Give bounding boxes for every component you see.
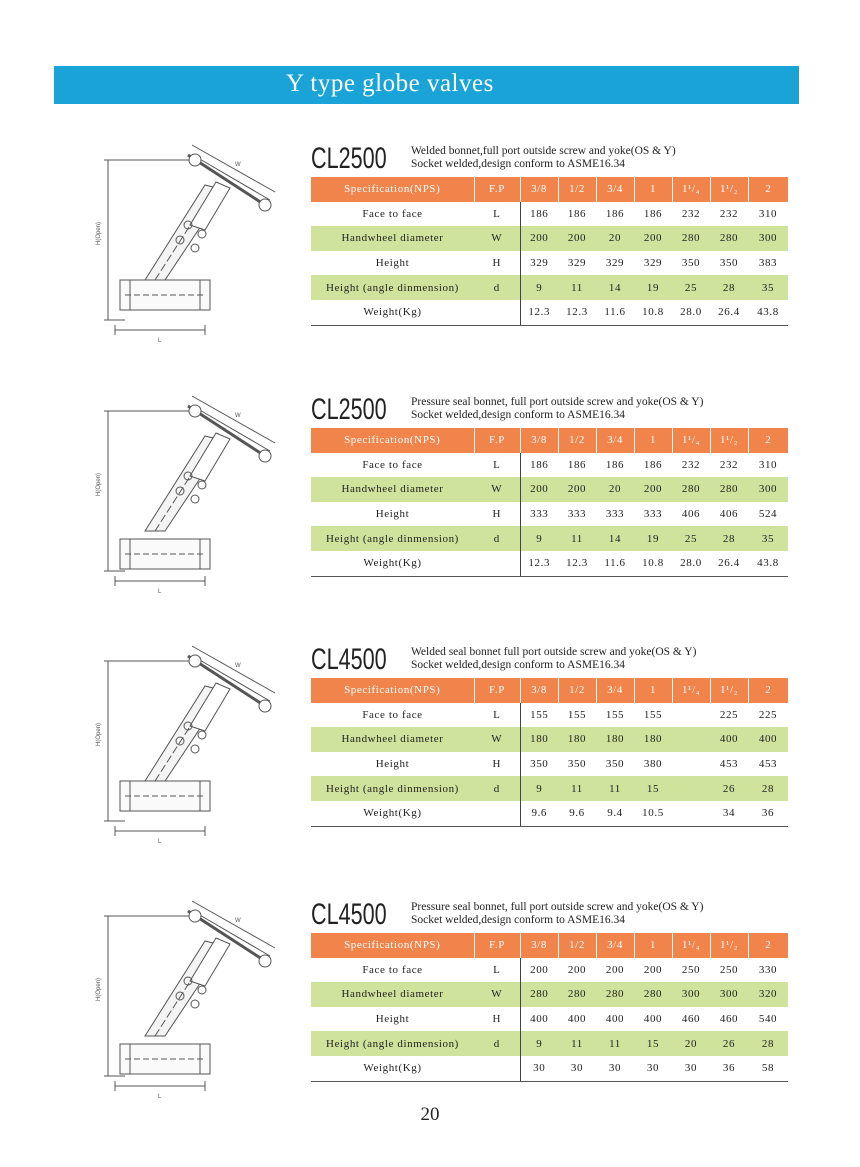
table-cell: 186 — [605, 458, 625, 471]
table-cell: 333 — [643, 508, 663, 521]
table-cell: 25 — [672, 526, 710, 551]
table-cell: 280 — [596, 982, 634, 1007]
table-cell: 36 — [710, 1056, 748, 1081]
row-unit: d — [474, 275, 520, 300]
row-unit: L — [474, 453, 520, 478]
column-header: 1 — [634, 177, 672, 202]
table-cell: 155 — [605, 708, 625, 721]
table-cell: 200 — [605, 963, 625, 976]
table-cell: 200 — [520, 477, 558, 502]
table-cell: 453 — [758, 758, 778, 771]
row-unit: d — [474, 1031, 520, 1056]
table-cell: 15 — [634, 776, 672, 801]
column-header: 3/8 — [520, 678, 558, 703]
row-label: Face to face — [362, 207, 423, 220]
row-label: Weight(Kg) — [311, 300, 474, 325]
row-label: Handwheel diameter — [311, 226, 474, 251]
table-row — [311, 251, 788, 276]
table-cell: 30 — [558, 1056, 596, 1081]
table-cell: 380 — [643, 758, 663, 771]
table-cell — [672, 703, 710, 728]
column-header: F.P — [474, 428, 520, 453]
table-cell: 186 — [567, 458, 587, 471]
table-cell: 26.4 — [710, 551, 748, 576]
height-dimension-label: H(Open) — [96, 221, 102, 245]
model-code: CL4500 — [311, 643, 387, 676]
table-cell: 9.6 — [520, 801, 558, 826]
model-description — [411, 646, 696, 672]
column-header: 1/2 — [558, 678, 596, 703]
table-cell: 35 — [748, 275, 788, 300]
table-cell: 20 — [596, 226, 634, 251]
table-cell: 9 — [520, 526, 558, 551]
row-label: Weight(Kg) — [311, 551, 474, 576]
table-cell: 280 — [558, 982, 596, 1007]
table-cell: 540 — [758, 1013, 778, 1026]
table-cell: 300 — [710, 982, 748, 1007]
table-cell: 350 — [719, 257, 739, 270]
valve-drawing — [70, 381, 300, 621]
spec-table — [311, 177, 788, 326]
table-cell: 333 — [530, 508, 549, 521]
column-header: 2 — [748, 428, 788, 453]
model-code: CL2500 — [311, 142, 387, 175]
table-cell: 9 — [520, 1031, 558, 1056]
table-row — [311, 801, 788, 826]
table-cell: 20 — [672, 1031, 710, 1056]
table-cell: 225 — [758, 708, 778, 721]
table-cell: 186 — [530, 458, 549, 471]
table-cell: 28.0 — [672, 551, 710, 576]
table-cell: 310 — [758, 207, 778, 220]
column-header: 1¹/₂ — [710, 177, 748, 202]
description-line: Socket welded,design conform to ASME16.34 — [411, 409, 626, 421]
column-header: F.P — [474, 678, 520, 703]
spec-table — [311, 933, 788, 1082]
length-dimension-label: L — [158, 839, 162, 845]
table-cell: 300 — [748, 477, 788, 502]
table-cell: 350 — [530, 758, 549, 771]
table-cell — [672, 776, 710, 801]
row-label: Handwheel diameter — [311, 727, 474, 752]
width-dimension-label: W — [235, 918, 241, 924]
table-row — [311, 202, 788, 227]
table-cell: 350 — [681, 257, 701, 270]
row-unit: d — [474, 776, 520, 801]
table-cell: 232 — [681, 458, 701, 471]
table-cell: 406 — [719, 508, 739, 521]
table-cell: 9 — [520, 275, 558, 300]
column-header: Specification(NPS) — [311, 678, 474, 703]
description-line: Socket welded,design conform to ASME16.34 — [411, 914, 626, 926]
table-row — [311, 275, 788, 300]
table-row — [311, 752, 788, 777]
table-cell: 250 — [719, 963, 739, 976]
table-row — [311, 453, 788, 478]
table-cell — [672, 727, 710, 752]
table-cell: 43.8 — [748, 551, 788, 576]
table-row — [311, 526, 788, 551]
valve-drawing — [70, 130, 300, 370]
row-unit: L — [474, 958, 520, 983]
table-cell: 11 — [558, 275, 596, 300]
column-header: F.P — [474, 933, 520, 958]
table-cell: 10.5 — [634, 801, 672, 826]
table-cell: 200 — [520, 226, 558, 251]
table-cell: 180 — [520, 727, 558, 752]
column-header: 3/8 — [520, 177, 558, 202]
row-unit: H — [474, 752, 520, 777]
table-cell: 180 — [596, 727, 634, 752]
table-cell: 400 — [710, 727, 748, 752]
table-row — [311, 982, 788, 1007]
model-description — [411, 396, 703, 422]
column-header: 3/8 — [520, 428, 558, 453]
table-cell: 320 — [748, 982, 788, 1007]
table-cell: 35 — [748, 526, 788, 551]
length-dimension-label: L — [158, 589, 162, 595]
model-description — [411, 901, 703, 927]
table-cell: 30 — [596, 1056, 634, 1081]
table-cell: 180 — [634, 727, 672, 752]
table-cell: 26 — [710, 776, 748, 801]
table-cell: 36 — [748, 801, 788, 826]
row-label: Height — [375, 257, 410, 270]
table-cell: 232 — [719, 207, 739, 220]
column-header: 3/4 — [596, 678, 634, 703]
table-cell: 10.8 — [634, 300, 672, 325]
table-row — [311, 1056, 788, 1081]
valve-drawing — [70, 886, 300, 1126]
valve-drawing-container — [70, 886, 300, 1126]
table-cell: 400 — [748, 727, 788, 752]
table-cell: 225 — [719, 708, 739, 721]
table-cell: 12.3 — [558, 551, 596, 576]
row-unit — [474, 801, 520, 826]
page-title: Y type globe valves — [286, 70, 494, 97]
table-cell: 383 — [758, 257, 778, 270]
spec-section — [0, 130, 860, 370]
column-header: 1/2 — [558, 933, 596, 958]
table-cell: 58 — [748, 1056, 788, 1081]
column-header: 3/4 — [596, 177, 634, 202]
width-dimension-label: W — [235, 162, 241, 168]
table-cell: 400 — [567, 1013, 587, 1026]
table-cell: 186 — [530, 207, 549, 220]
row-label: Handwheel diameter — [311, 982, 474, 1007]
row-unit — [474, 551, 520, 576]
valve-drawing-container — [70, 631, 300, 871]
table-row — [311, 226, 788, 251]
table-cell: 19 — [634, 526, 672, 551]
table-cell: 329 — [567, 257, 587, 270]
table-cell: 280 — [710, 477, 748, 502]
column-header: 1¹/₄ — [672, 428, 710, 453]
column-header: 1 — [634, 678, 672, 703]
row-label: Face to face — [362, 708, 423, 721]
description-line: Pressure seal bonnet, full port outside screw and yoke(OS & Y) — [411, 901, 704, 913]
table-cell: 28.0 — [672, 300, 710, 325]
column-header: 3/4 — [596, 428, 634, 453]
table-cell: 300 — [672, 982, 710, 1007]
table-cell: 12.3 — [520, 300, 558, 325]
column-header: 1/2 — [558, 177, 596, 202]
row-unit: L — [474, 703, 520, 728]
spec-section — [0, 381, 860, 621]
table-row — [311, 727, 788, 752]
height-dimension-label: H(Open) — [96, 722, 102, 746]
column-header: 3/8 — [520, 933, 558, 958]
table-cell: 232 — [681, 207, 701, 220]
description-line: Welded seal bonnet full port outside screw and yoke(OS & Y) — [411, 646, 697, 658]
table-cell: 280 — [520, 982, 558, 1007]
spec-table — [311, 678, 788, 827]
table-cell: 15 — [634, 1031, 672, 1056]
column-header: F.P — [474, 177, 520, 202]
width-dimension-label: W — [235, 663, 241, 669]
height-dimension-label: H(Open) — [96, 977, 102, 1001]
table-cell: 200 — [558, 477, 596, 502]
row-label: Weight(Kg) — [311, 801, 474, 826]
row-unit: W — [474, 727, 520, 752]
row-unit: W — [474, 982, 520, 1007]
table-cell: 300 — [748, 226, 788, 251]
table-cell: 28 — [710, 275, 748, 300]
spec-section — [0, 886, 860, 1126]
table-cell: 333 — [605, 508, 625, 521]
table-cell: 406 — [681, 508, 701, 521]
table-cell — [672, 801, 710, 826]
table-cell: 350 — [567, 758, 587, 771]
height-dimension-label: H(Open) — [96, 472, 102, 496]
table-cell: 26.4 — [710, 300, 748, 325]
table-cell: 155 — [530, 708, 549, 721]
table-cell: 9 — [520, 776, 558, 801]
valve-drawing-container — [70, 381, 300, 621]
table-cell: 200 — [558, 226, 596, 251]
table-cell: 329 — [605, 257, 625, 270]
table-row — [311, 477, 788, 502]
description-line: Pressure seal bonnet, full port outside screw and yoke(OS & Y) — [411, 396, 704, 408]
length-dimension-label: L — [158, 1094, 162, 1100]
column-header: 2 — [748, 933, 788, 958]
row-label: Height (angle dinmension) — [311, 1031, 474, 1056]
title-banner — [54, 66, 799, 104]
table-cell: 9.4 — [596, 801, 634, 826]
table-row — [311, 1031, 788, 1056]
table-cell: 11.6 — [596, 300, 634, 325]
row-label: Height (angle dinmension) — [311, 526, 474, 551]
table-cell: 11.6 — [596, 551, 634, 576]
row-label: Height — [375, 508, 410, 521]
table-cell: 200 — [643, 963, 663, 976]
table-cell: 460 — [681, 1013, 701, 1026]
column-header: 2 — [748, 177, 788, 202]
table-cell: 186 — [643, 458, 663, 471]
table-cell: 28 — [710, 526, 748, 551]
table-row — [311, 300, 788, 325]
table-cell: 200 — [530, 963, 549, 976]
table-row — [311, 551, 788, 576]
table-cell: 186 — [567, 207, 587, 220]
column-header: 1 — [634, 933, 672, 958]
table-cell: 11 — [596, 1031, 634, 1056]
table-cell: 30 — [672, 1056, 710, 1081]
table-cell: 460 — [719, 1013, 739, 1026]
row-unit: H — [474, 1007, 520, 1032]
table-cell: 333 — [567, 508, 587, 521]
column-header: 2 — [748, 678, 788, 703]
model-code: CL2500 — [311, 393, 387, 426]
row-label: Handwheel diameter — [311, 477, 474, 502]
spec-table — [311, 428, 788, 577]
row-label: Face to face — [362, 458, 423, 471]
row-unit: H — [474, 502, 520, 527]
table-cell: 28 — [748, 1031, 788, 1056]
table-cell: 400 — [605, 1013, 625, 1026]
table-header-row — [311, 933, 788, 958]
table-cell: 12.3 — [520, 551, 558, 576]
table-cell: 250 — [681, 963, 701, 976]
row-label: Height (angle dinmension) — [311, 275, 474, 300]
table-cell: 19 — [634, 275, 672, 300]
model-description — [411, 145, 676, 171]
table-cell: 329 — [643, 257, 663, 270]
row-label: Height (angle dinmension) — [311, 776, 474, 801]
table-cell: 180 — [558, 727, 596, 752]
table-cell: 34 — [710, 801, 748, 826]
table-cell: 200 — [634, 226, 672, 251]
table-cell: 400 — [530, 1013, 549, 1026]
column-header: Specification(NPS) — [311, 177, 474, 202]
table-cell: 280 — [672, 226, 710, 251]
column-header: 1¹/₂ — [710, 933, 748, 958]
table-cell: 28 — [748, 776, 788, 801]
row-unit: H — [474, 251, 520, 276]
spec-section — [0, 631, 860, 871]
row-label: Height — [375, 758, 410, 771]
row-unit: W — [474, 477, 520, 502]
column-header: 3/4 — [596, 933, 634, 958]
table-cell: 232 — [719, 458, 739, 471]
column-header: Specification(NPS) — [311, 933, 474, 958]
table-cell: 200 — [634, 477, 672, 502]
table-cell — [672, 752, 710, 777]
row-label: Height — [375, 1013, 410, 1026]
length-dimension-label: L — [158, 338, 162, 344]
table-cell: 10.8 — [634, 551, 672, 576]
table-cell: 9.6 — [558, 801, 596, 826]
column-header: 1¹/₄ — [672, 678, 710, 703]
table-cell: 186 — [643, 207, 663, 220]
table-cell: 186 — [605, 207, 625, 220]
description-line: Socket welded,design conform to ASME16.34 — [411, 158, 626, 170]
table-cell: 43.8 — [748, 300, 788, 325]
table-row — [311, 1007, 788, 1032]
table-cell: 11 — [558, 776, 596, 801]
table-cell: 30 — [520, 1056, 558, 1081]
table-header-row — [311, 428, 788, 453]
row-unit: L — [474, 202, 520, 227]
column-header: 1¹/₄ — [672, 933, 710, 958]
width-dimension-label: W — [235, 413, 241, 419]
table-cell: 280 — [634, 982, 672, 1007]
table-header-row — [311, 678, 788, 703]
table-cell: 280 — [710, 226, 748, 251]
column-header: 1 — [634, 428, 672, 453]
row-label: Face to face — [362, 963, 423, 976]
table-cell: 329 — [530, 257, 549, 270]
table-cell: 280 — [672, 477, 710, 502]
row-unit — [474, 1056, 520, 1081]
column-header: 1¹/₂ — [710, 678, 748, 703]
column-header: Specification(NPS) — [311, 428, 474, 453]
table-cell: 330 — [758, 963, 778, 976]
table-cell: 310 — [758, 458, 778, 471]
table-cell: 524 — [758, 508, 778, 521]
table-cell: 11 — [558, 526, 596, 551]
column-header: 1¹/₄ — [672, 177, 710, 202]
table-cell: 20 — [596, 477, 634, 502]
table-row — [311, 958, 788, 983]
table-cell: 11 — [596, 776, 634, 801]
column-header: 1¹/₂ — [710, 428, 748, 453]
table-cell: 30 — [634, 1056, 672, 1081]
valve-drawing — [70, 631, 300, 871]
description-line: Welded bonnet,full port outside screw and yoke(OS & Y) — [411, 145, 676, 157]
row-label: Weight(Kg) — [311, 1056, 474, 1081]
table-cell: 155 — [567, 708, 587, 721]
row-unit: W — [474, 226, 520, 251]
table-cell: 453 — [719, 758, 739, 771]
table-cell: 350 — [605, 758, 625, 771]
table-row — [311, 502, 788, 527]
table-row — [311, 776, 788, 801]
table-cell: 11 — [558, 1031, 596, 1056]
table-cell: 12.3 — [558, 300, 596, 325]
description-line: Socket welded,design conform to ASME16.34 — [411, 659, 626, 671]
row-unit: d — [474, 526, 520, 551]
model-code: CL4500 — [311, 898, 387, 931]
table-header-row — [311, 177, 788, 202]
table-cell: 155 — [643, 708, 663, 721]
table-cell: 400 — [643, 1013, 663, 1026]
row-unit — [474, 300, 520, 325]
table-cell: 14 — [596, 526, 634, 551]
table-cell: 14 — [596, 275, 634, 300]
table-cell: 25 — [672, 275, 710, 300]
valve-drawing-container — [70, 130, 300, 370]
table-cell: 200 — [567, 963, 587, 976]
page-number: 20 — [420, 1104, 440, 1125]
table-cell: 26 — [710, 1031, 748, 1056]
table-row — [311, 703, 788, 728]
column-header: 1/2 — [558, 428, 596, 453]
